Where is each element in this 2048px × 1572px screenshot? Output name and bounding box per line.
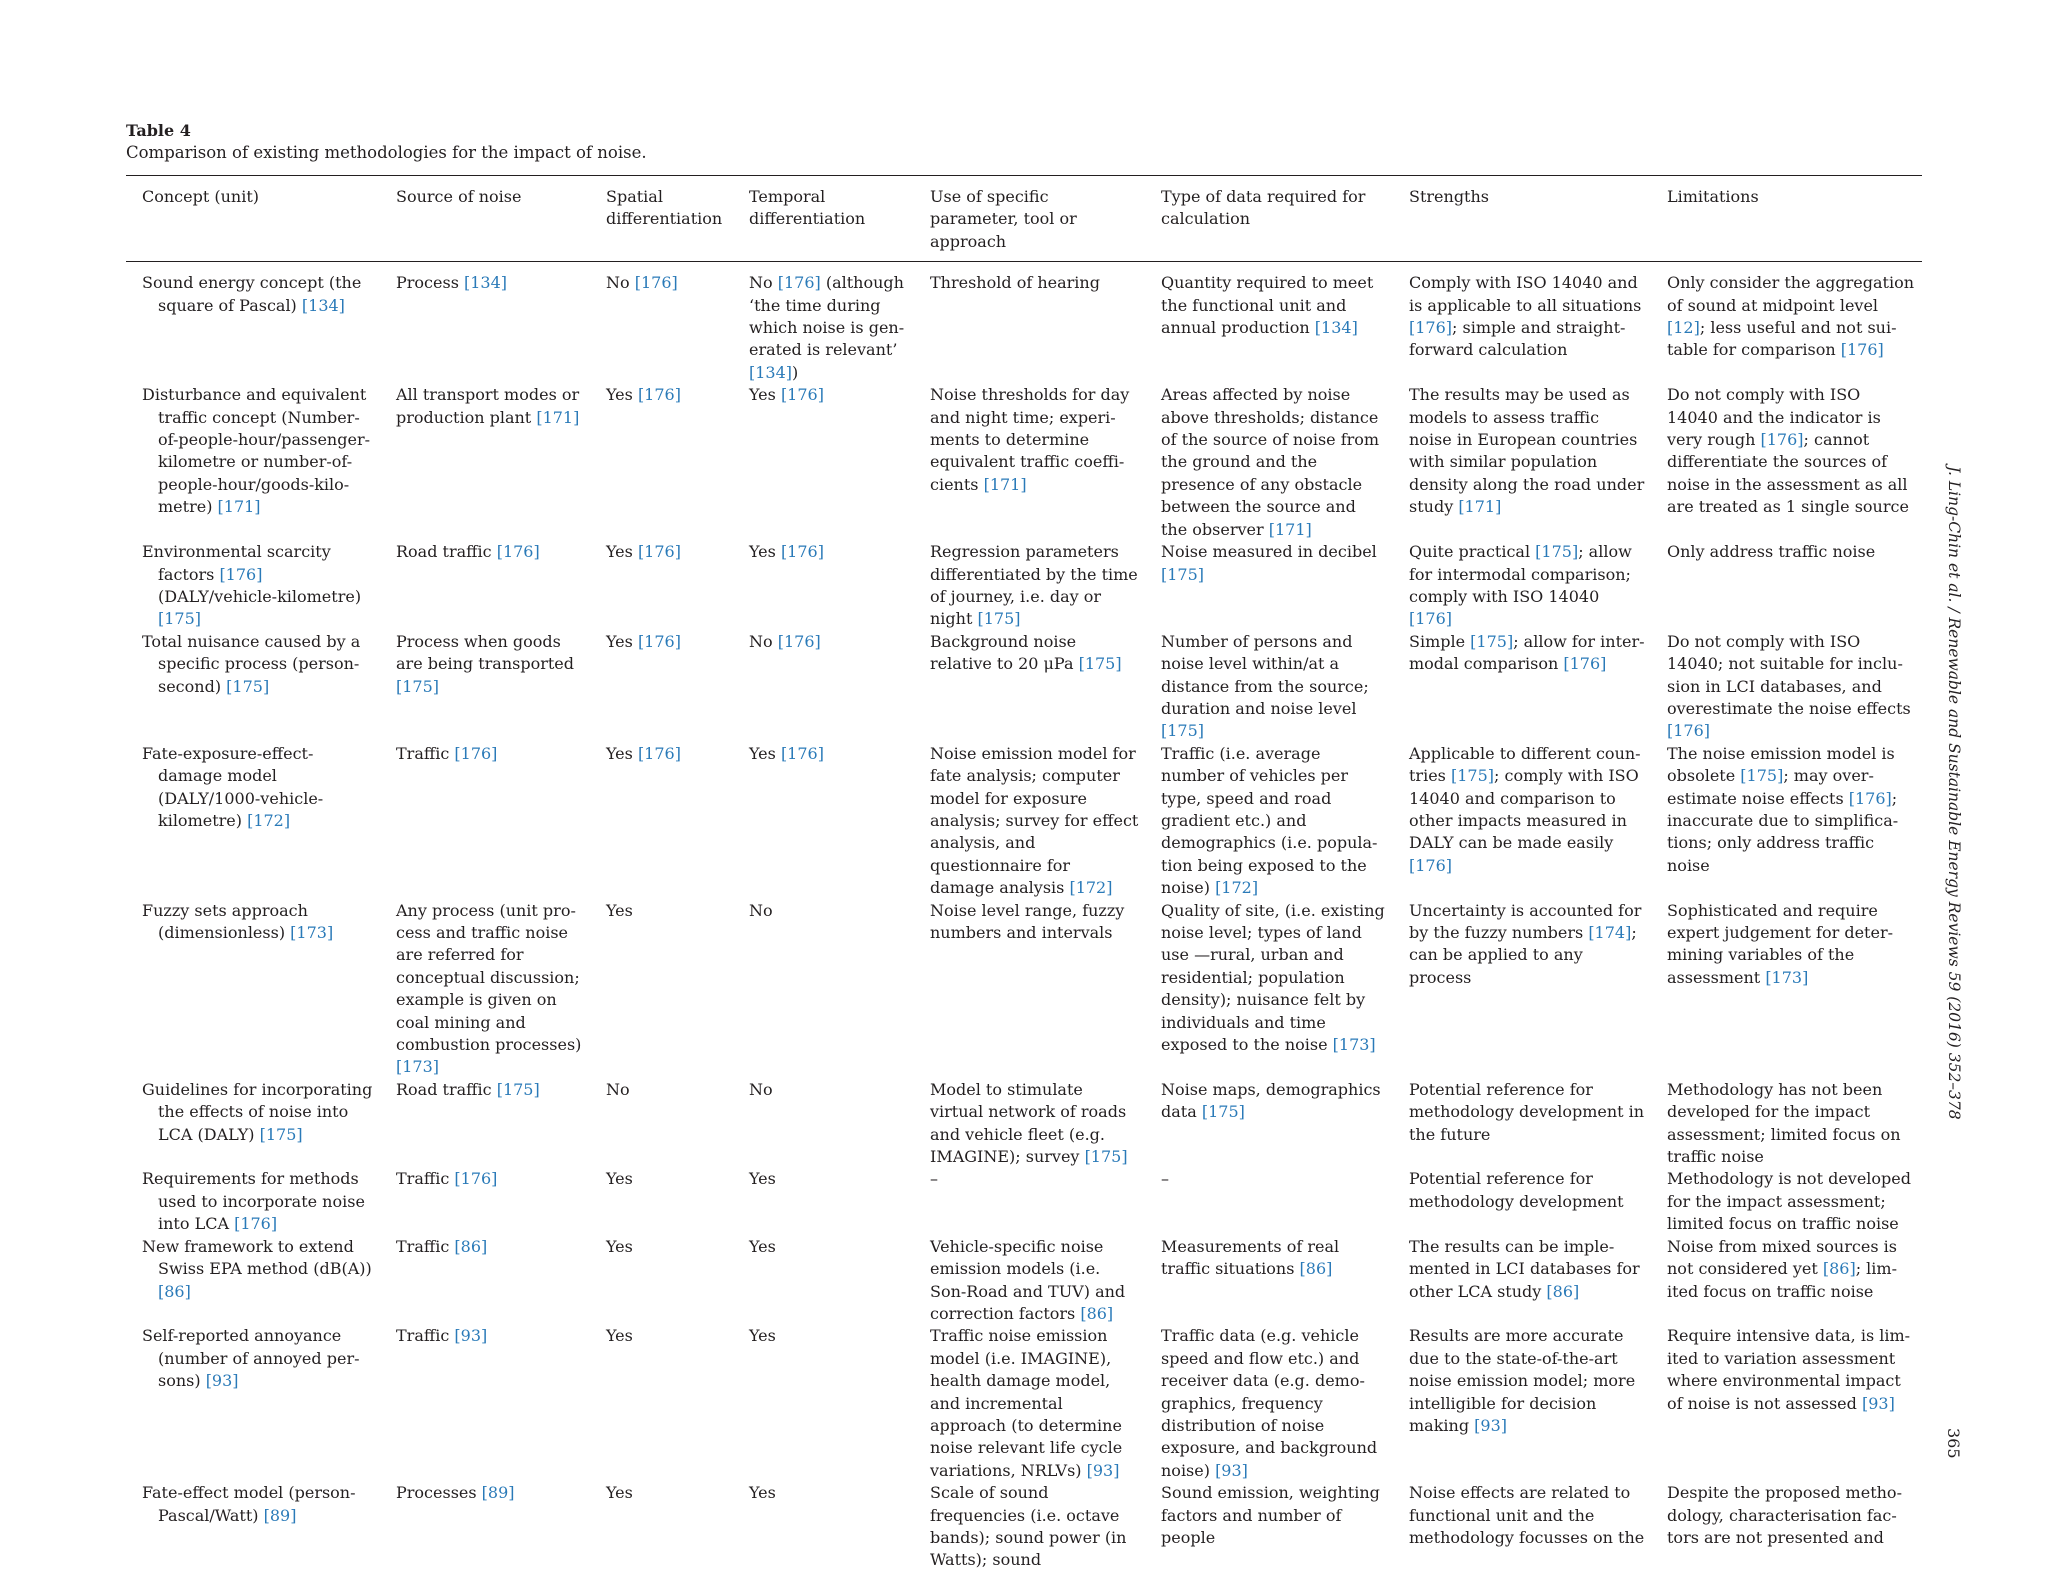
cell-text: Quantity required to meet the functional unit and annual production: [1161, 273, 1374, 338]
citation-link[interactable]: [176]: [1760, 430, 1804, 450]
citation-link[interactable]: [93]: [1086, 1460, 1120, 1480]
table-cell: [1393, 262, 1651, 385]
table-cell: [590, 262, 733, 385]
cell-text: Total nuisance caused by a specific process (person-second): [142, 631, 361, 696]
table-row: [126, 631, 1922, 743]
table-cell: [1145, 1325, 1393, 1482]
table-cell: [126, 384, 380, 541]
citation-link[interactable]: [93]: [454, 1326, 488, 1346]
table-cell: [590, 541, 733, 631]
table-cell: [380, 631, 590, 743]
cell-text: Traffic: [396, 1326, 455, 1346]
citation-link[interactable]: [175]: [1084, 1147, 1128, 1167]
cell-text: Potential reference for methodology development in the future: [1409, 1079, 1645, 1144]
cell-text: –: [1161, 1169, 1169, 1189]
table-cell: [1145, 262, 1393, 385]
citation-link[interactable]: [176]: [780, 743, 824, 763]
citation-link[interactable]: [93]: [1861, 1393, 1895, 1413]
table-cell: [1651, 900, 1922, 1079]
column-header: Spatial differentiation: [590, 176, 733, 262]
cell-text: No: [606, 273, 635, 293]
citation-link[interactable]: [173]: [396, 1057, 440, 1077]
table-cell: [1651, 1325, 1922, 1482]
citation-link[interactable]: [176]: [1667, 721, 1711, 741]
cell-text: Areas affected by noise above thresholds; distance of the source of noise from the ground and the presence of any obstacle between the source and the observer: [1161, 385, 1380, 539]
table-cell: [1651, 743, 1922, 900]
cell-text: The results can be implemented in LCI databases for other LCA study: [1409, 1236, 1640, 1301]
cell-text: Quite practical: [1409, 542, 1536, 562]
table-row: [126, 900, 1922, 1079]
citation-link[interactable]: [171]: [217, 497, 261, 517]
cell-text: Yes: [606, 631, 638, 651]
cell-text: Measurements of real traffic situations: [1161, 1236, 1340, 1279]
citation-link[interactable]: [176]: [234, 1214, 278, 1234]
cell-text: Traffic: [396, 743, 455, 763]
table-cell: [590, 1168, 733, 1235]
citation-link[interactable]: [172]: [1069, 878, 1113, 898]
column-header: Temporal differentiation: [733, 176, 914, 262]
table-cell: [1651, 1168, 1922, 1235]
citation-link[interactable]: [176]: [777, 631, 821, 651]
table-cell: [126, 1079, 380, 1169]
citation-link[interactable]: [173]: [1765, 967, 1809, 987]
citation-link[interactable]: [176]: [1563, 654, 1607, 674]
table-cell: [590, 1325, 733, 1482]
table-cell: [126, 541, 380, 631]
table-cell: [380, 1325, 590, 1482]
citation-link[interactable]: [176]: [637, 743, 681, 763]
cell-text: Quality of site, (i.e. existing noise level; types of land use —rural, urban and residential; population density); nuisance felt by individuals and time exposed to the noise: [1161, 900, 1385, 1055]
table-cell: [733, 1236, 914, 1326]
table-cell: [1651, 541, 1922, 631]
table-row: [126, 1236, 1922, 1326]
cell-text: ; can be applied to any process: [1409, 923, 1637, 987]
cell-text: ; inaccurate due to simplifications; only address traffic noise: [1667, 788, 1899, 875]
page-number: 365: [1944, 1428, 1963, 1459]
cell-text: Yes: [749, 385, 781, 405]
table-cell: [126, 1236, 380, 1326]
table-cell: [1145, 900, 1393, 1079]
citation-link[interactable]: [175]: [496, 1079, 540, 1099]
table-cell: [590, 900, 733, 1079]
column-header: Use of specific parameter, tool or approach: [914, 176, 1145, 262]
cell-text: Despite the proposed methodology, characterisation factors are not presented and: [1667, 1483, 1902, 1547]
table-cell: [733, 1325, 914, 1482]
cell-text: Noise effects are related to functional unit and the methodology focusses on the: [1409, 1483, 1645, 1547]
table-cell: [914, 631, 1145, 743]
cell-text: Yes: [606, 385, 638, 405]
citation-link[interactable]: [93]: [205, 1371, 239, 1391]
citation-link[interactable]: [176]: [1409, 609, 1453, 629]
table-label: Table 4: [126, 121, 191, 140]
table-row: [126, 1168, 1922, 1235]
citation-link[interactable]: [171]: [1458, 497, 1502, 517]
column-header: Limitations: [1651, 176, 1922, 262]
table-container: [126, 175, 1922, 1572]
table-cell: [733, 541, 914, 631]
citation-link[interactable]: [86]: [1080, 1303, 1114, 1323]
table-body: [126, 262, 1922, 1572]
cell-text: Simple: [1409, 631, 1471, 651]
cell-text: Yes: [606, 1169, 633, 1189]
table-row: [126, 1079, 1922, 1169]
cell-text: Number of persons and noise level within/at a distance from the source; duration and noise level: [1161, 631, 1369, 718]
table-cell: [590, 743, 733, 900]
table-cell: [126, 1168, 380, 1235]
table-cell: [1651, 631, 1922, 743]
cell-text: Model to stimulate virtual network of roads and vehicle fleet (e.g. IMAGINE); survey: [930, 1079, 1127, 1167]
cell-text: Require intensive data, is limited to variation assessment where environmental impact of noise is not assessed: [1667, 1326, 1911, 1413]
column-header: Source of noise: [380, 176, 590, 262]
citation-link[interactable]: [86]: [158, 1281, 191, 1301]
table-cell: [126, 1325, 380, 1482]
cell-text: Do not comply with ISO 14040 and the indicator is very rough: [1667, 385, 1881, 450]
table-cell: [590, 384, 733, 541]
running-head: J. Ling-Chin et al. / Renewable and Sustainable Energy Reviews 59 (2016) 352–378: [1945, 466, 1963, 1120]
cell-text: Yes: [749, 1169, 776, 1189]
cell-text: Yes: [606, 743, 638, 763]
table-row: [126, 384, 1922, 541]
cell-text: Methodology has not been developed for the impact assessment; limited focus on traffic noise: [1667, 1079, 1901, 1167]
table-cell: [590, 1236, 733, 1326]
citation-link[interactable]: [86]: [454, 1236, 488, 1256]
citation-link[interactable]: [86]: [1546, 1281, 1580, 1301]
table-cell: [1145, 384, 1393, 541]
citation-link[interactable]: [175]: [1078, 654, 1122, 674]
citation-link[interactable]: [175]: [1450, 766, 1494, 786]
table-row: [126, 1325, 1922, 1482]
citation-link[interactable]: [176]: [454, 1169, 498, 1189]
cell-text: New framework to extend Swiss EPA method (dB(A)): [142, 1236, 372, 1279]
column-header: Concept (unit): [126, 176, 380, 262]
cell-text: No: [749, 631, 778, 651]
cell-text: ; simple and straight-forward calculation: [1409, 318, 1626, 360]
table-cell: [733, 900, 914, 1079]
table-cell: [380, 743, 590, 900]
citation-link[interactable]: [172]: [247, 810, 291, 830]
cell-text: Methodology is not developed for the impact assessment; limited focus on traffic noise: [1667, 1169, 1911, 1234]
table-cell: [1145, 631, 1393, 743]
cell-text: Vehicle-specific noise emission models (i.e. Son-Road and TUV) and correction factors: [930, 1236, 1126, 1323]
table-cell: [126, 743, 380, 900]
table-cell: [733, 1168, 914, 1235]
cell-text: (although ‘the time during which noise is generated is relevant’: [749, 273, 905, 360]
table-cell: [1651, 384, 1922, 541]
citation-link[interactable]: [12]: [1667, 318, 1700, 338]
cell-text: The results may be used as models to assess traffic noise in European countries with similar population density along the road under study: [1409, 385, 1645, 517]
table-cell: [733, 1079, 914, 1169]
cell-text: No: [749, 1079, 773, 1099]
table-cell: [1145, 1168, 1393, 1235]
citation-link[interactable]: [175]: [1161, 721, 1205, 741]
table-cell: [1651, 1079, 1922, 1169]
citation-link[interactable]: [176]: [637, 631, 681, 651]
cell-text: Potential reference for methodology development: [1409, 1169, 1624, 1211]
cell-text: Processes: [396, 1483, 482, 1503]
comparison-table: [126, 176, 1922, 1572]
table-cell: [380, 262, 590, 385]
table-cell: [126, 1482, 380, 1572]
cell-text: ; may overestimate noise effects: [1667, 766, 1874, 808]
cell-text: Road traffic: [396, 1079, 497, 1099]
cell-text: Noise emission model for fate analysis; computer model for exposure analysis; survey for effect analysis, and questionnaire for damage analysis: [930, 743, 1139, 898]
cell-text: Process: [396, 273, 464, 293]
cell-text: Uncertainty is accounted for by the fuzzy numbers: [1409, 900, 1642, 942]
table-cell: [1145, 1236, 1393, 1326]
cell-text: Noise from mixed sources is not considered yet: [1667, 1236, 1897, 1279]
table-cell: [1651, 1236, 1922, 1326]
table-cell: [914, 1079, 1145, 1169]
table-cell: [1393, 1325, 1651, 1482]
cell-text: Scale of sound frequencies (i.e. octave bands); sound power (in Watts); sound: [930, 1483, 1127, 1570]
table-cell: [380, 384, 590, 541]
cell-text: Sophisticated and require expert judgement for determining variables of the assessment: [1667, 900, 1893, 987]
cell-text: Threshold of hearing: [930, 273, 1100, 293]
citation-link[interactable]: [176]: [1409, 318, 1453, 338]
cell-text: ; cannot differentiate the sources of noise in the assessment as all are treated as 1 single source: [1667, 430, 1909, 517]
cell-text: –: [930, 1169, 938, 1189]
cell-text: Comply with ISO 14040 and is applicable to all situations: [1409, 273, 1642, 315]
cell-text: The noise emission model is obsolete: [1667, 743, 1895, 786]
table-cell: [914, 900, 1145, 1079]
table-header-row: [126, 176, 1922, 262]
citation-link[interactable]: [171]: [983, 474, 1027, 494]
table-cell: [1651, 262, 1922, 385]
cell-text: (DALY/vehicle-kilometre): [158, 586, 362, 606]
cell-text: ): [792, 362, 799, 382]
citation-link[interactable]: [176]: [1840, 340, 1884, 360]
table-caption: [126, 120, 647, 164]
citation-link[interactable]: [176]: [634, 273, 678, 293]
cell-text: Process when goods are being transported: [396, 631, 574, 674]
cell-text: Noise measured in decibel: [1161, 542, 1377, 562]
citation-link[interactable]: [176]: [219, 564, 263, 584]
cell-text: Traffic: [396, 1236, 455, 1256]
table-cell: [1393, 1482, 1651, 1572]
table-cell: [590, 1079, 733, 1169]
table-cell: [1145, 743, 1393, 900]
table-cell: [1145, 541, 1393, 631]
citation-link[interactable]: [176]: [780, 385, 824, 405]
cell-text: Road traffic: [396, 542, 497, 562]
cell-text: Yes: [606, 900, 633, 920]
citation-link[interactable]: [176]: [496, 542, 540, 562]
cell-text: Yes: [749, 743, 781, 763]
table-cell: [380, 541, 590, 631]
table-cell: [1651, 1482, 1922, 1572]
cell-text: Noise maps, demographics data: [1161, 1079, 1381, 1122]
cell-text: Traffic noise emission model (i.e. IMAGINE), health damage model, and incremental approach (to determine noise relevant life cycle variations, NRLVs): [930, 1326, 1123, 1480]
table-cell: [1393, 1236, 1651, 1326]
citation-link[interactable]: [175]: [158, 609, 202, 629]
cell-text: Traffic data (e.g. vehicle speed and flow etc.) and receiver data (e.g. demographics, frequency distribution of noise exposure, and background noise): [1161, 1326, 1378, 1480]
table-cell: [914, 384, 1145, 541]
citation-link[interactable]: [173]: [1332, 1035, 1376, 1055]
citation-link[interactable]: [134]: [1314, 318, 1358, 338]
cell-text: Do not comply with ISO 14040; not suitable for inclusion in LCI databases, and overestimate the noise effects: [1667, 631, 1911, 718]
citation-link[interactable]: [134]: [463, 273, 508, 293]
citation-link[interactable]: [176]: [1409, 855, 1453, 875]
citation-link[interactable]: [176]: [454, 743, 498, 763]
table-row: [126, 1482, 1922, 1572]
table-row: [126, 262, 1922, 385]
cell-text: Guidelines for incorporating the effects of noise into LCA (DALY): [142, 1079, 373, 1144]
citation-link[interactable]: [134]: [301, 295, 345, 315]
table-cell: [733, 384, 914, 541]
cell-text: Sound emission, weighting factors and number of people: [1161, 1483, 1380, 1547]
cell-text: Disturbance and equivalent traffic concept (Number-of-people-hour/passenger-kilometre or number-of-people-hour/goods-kilometre): [142, 385, 370, 517]
citation-link[interactable]: [175]: [259, 1124, 303, 1144]
table-cell: [380, 1168, 590, 1235]
table-cell: [380, 900, 590, 1079]
citation-link[interactable]: [176]: [780, 542, 824, 562]
table-cell: [126, 631, 380, 743]
table-cell: [733, 743, 914, 900]
cell-text: Noise level range, fuzzy numbers and intervals: [930, 900, 1125, 942]
table-cell: [733, 1482, 914, 1572]
cell-text: Traffic: [396, 1169, 455, 1189]
table-cell: [126, 900, 380, 1079]
citation-link[interactable]: [175]: [1470, 631, 1514, 651]
citation-link[interactable]: [175]: [977, 609, 1021, 629]
table-cell: [1393, 541, 1651, 631]
cell-text: Yes: [749, 1236, 776, 1256]
table-row: [126, 743, 1922, 900]
citation-link[interactable]: [176]: [637, 385, 681, 405]
table-cell: [914, 1168, 1145, 1235]
table-cell: [126, 262, 380, 385]
citation-link[interactable]: [175]: [1740, 766, 1784, 786]
citation-link[interactable]: [173]: [290, 923, 334, 942]
cell-text: Traffic (i.e. average number of vehicles per type, speed and road gradient etc.) and demographics (i.e. population being exposed to the noise): [1161, 743, 1378, 898]
cell-text: Only address traffic noise: [1667, 542, 1876, 562]
cell-text: Yes: [606, 1483, 633, 1503]
cell-text: ; limited focus on traffic noise: [1667, 1259, 1897, 1301]
citation-link[interactable]: [175]: [226, 676, 270, 696]
cell-text: Requirements for methods used to incorporate noise into LCA: [142, 1169, 365, 1234]
table-cell: [914, 541, 1145, 631]
cell-text: Sound energy concept (the square of Pascal): [142, 273, 362, 315]
table-row: [126, 541, 1922, 631]
table-cell: [914, 1236, 1145, 1326]
table-cell: [380, 1482, 590, 1572]
cell-text: ; comply with ISO 14040 and comparison to other impacts measured in DALY can be made easily: [1409, 766, 1639, 853]
cell-text: No: [749, 273, 778, 293]
citation-link[interactable]: [93]: [1215, 1460, 1248, 1480]
cell-text: Yes: [606, 542, 638, 562]
cell-text: Yes: [749, 1483, 776, 1503]
cell-text: Only consider the aggregation of sound at midpoint level: [1667, 273, 1915, 315]
cell-text: Yes: [606, 1236, 633, 1256]
table-cell: [1145, 1079, 1393, 1169]
table-cell: [380, 1236, 590, 1326]
table-cell: [1393, 900, 1651, 1079]
citation-link[interactable]: [175]: [1535, 542, 1579, 562]
table-cell: [1145, 1482, 1393, 1572]
citation-link[interactable]: [134]: [749, 362, 793, 382]
cell-text: Fate-exposure-effect-damage model (DALY/1000-vehicle-kilometre): [142, 743, 324, 830]
table-cell: [1393, 631, 1651, 743]
cell-text: Applicable to different countries: [1409, 743, 1641, 786]
cell-text: Fate-effect model (person-Pascal/Watt): [142, 1483, 356, 1525]
cell-text: Fuzzy sets approach (dimensionless): [142, 900, 308, 942]
table-cell: [1393, 1168, 1651, 1235]
cell-text: Noise thresholds for day and night time; experiments to determine equivalent traffic coefficients: [930, 385, 1130, 494]
cell-text: Regression parameters differentiated by the time of journey, i.e. day or night: [930, 542, 1138, 629]
cell-text: Results are more accurate due to the state-of-the-art noise emission model; more intelligible for decision making: [1409, 1326, 1636, 1435]
citation-link[interactable]: [176]: [637, 542, 681, 562]
citation-link[interactable]: [175]: [1161, 564, 1205, 584]
cell-text: Yes: [749, 1326, 776, 1346]
table-cell: [914, 743, 1145, 900]
cell-text: Environmental scarcity factors: [142, 542, 331, 584]
cell-text: Yes: [606, 1326, 633, 1346]
citation-link[interactable]: [176]: [1848, 788, 1892, 808]
table-cell: [914, 262, 1145, 385]
table-cell: [914, 1325, 1145, 1482]
citation-link[interactable]: [171]: [1268, 519, 1312, 539]
citation-link[interactable]: [89]: [263, 1505, 297, 1525]
citation-link[interactable]: [176]: [777, 273, 821, 293]
citation-link[interactable]: [86]: [1299, 1259, 1333, 1279]
citation-link[interactable]: [93]: [1474, 1415, 1507, 1435]
table-cell: [914, 1482, 1145, 1572]
table-cell: [733, 262, 914, 385]
table-cell: [380, 1079, 590, 1169]
table-cell: [1393, 743, 1651, 900]
citation-link[interactable]: [86]: [1822, 1259, 1856, 1279]
cell-text: No: [749, 900, 773, 920]
citation-link[interactable]: [89]: [481, 1483, 515, 1503]
cell-text: Yes: [749, 542, 781, 562]
table-cell: [590, 631, 733, 743]
table-cell: [590, 1482, 733, 1572]
table-cell: [1393, 384, 1651, 541]
cell-text: Self-reported annoyance (number of annoyed persons): [142, 1326, 360, 1391]
cell-text: Any process (unit process and traffic noise are referred for conceptual discussion; example is given on coal mining and combustion processes): [396, 900, 582, 1055]
table-caption-text: Comparison of existing methodologies for the impact of noise.: [126, 143, 647, 162]
citation-link[interactable]: [175]: [1201, 1102, 1245, 1122]
cell-text: ; less useful and not suitable for comparison: [1667, 318, 1897, 360]
cell-text: ; allow for intermodal comparison: [1409, 631, 1645, 674]
cell-text: No: [606, 1079, 630, 1099]
table-cell: [1393, 1079, 1651, 1169]
cell-text: All transport modes or production plant: [396, 385, 580, 427]
citation-link[interactable]: [175]: [396, 676, 440, 696]
citation-link[interactable]: [174]: [1588, 923, 1632, 942]
column-header: Strengths: [1393, 176, 1651, 262]
citation-link[interactable]: [171]: [536, 407, 580, 427]
table-cell: [733, 631, 914, 743]
cell-text: Background noise relative to 20 μPa: [930, 631, 1079, 674]
column-header: Type of data required for calculation: [1145, 176, 1393, 262]
citation-link[interactable]: [172]: [1215, 878, 1259, 898]
cell-text: ; allow for intermodal comparison; comply with ISO 14040: [1409, 542, 1632, 606]
